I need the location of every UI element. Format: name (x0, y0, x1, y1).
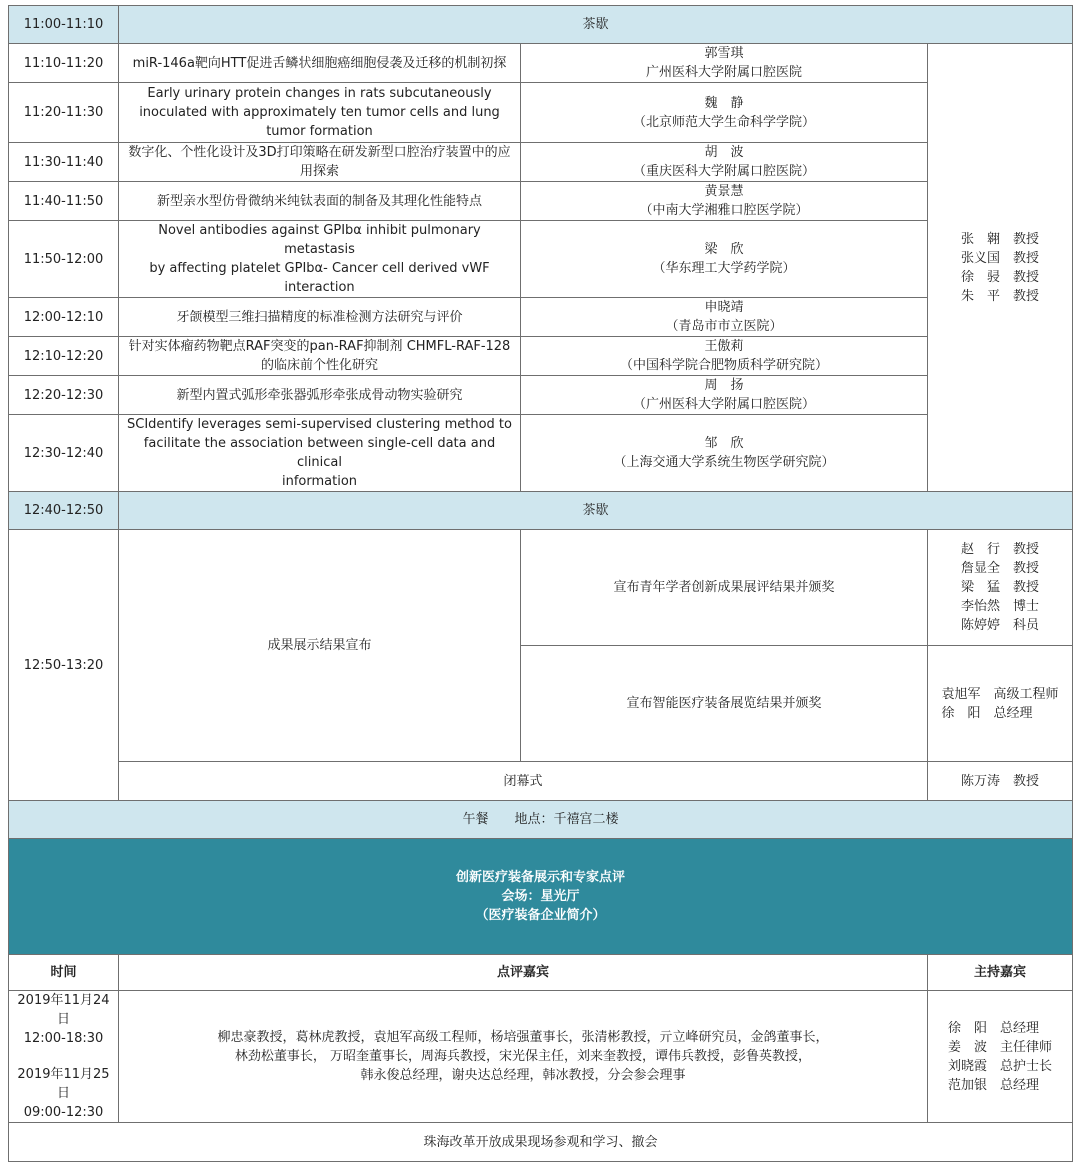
talk-row (9, 143, 1073, 182)
speaker-name: 申晓靖 (704, 300, 744, 315)
session-banner-row (9, 839, 1073, 955)
speaker-name: 邹 欣 (704, 436, 744, 451)
host-name: 范加银 总经理 (948, 1077, 1040, 1093)
footer-label: 珠海改革开放成果现场参观和学习、撤会 (9, 1123, 1073, 1162)
tea-break-label: 茶歇 (119, 492, 1073, 530)
chairs-cell (928, 44, 1073, 492)
speaker-name: 王傲莉 (704, 339, 744, 354)
speaker-org: （中南大学湘雅口腔医学院） (639, 203, 809, 218)
speaker-name: 胡 波 (704, 145, 744, 160)
speaker-org: （中国科学院合肥物质科学研究院） (619, 358, 828, 373)
speaker-cell (521, 221, 928, 298)
host-name: 袁旭军 高级工程师 (941, 686, 1059, 702)
lunch-row (9, 801, 1073, 839)
speaker-name: 梁 欣 (704, 242, 744, 257)
speaker-cell (521, 337, 928, 376)
talk-row (9, 376, 1073, 415)
chair-name: 张义国 教授 (961, 250, 1040, 266)
speaker-org: （青岛市市立医院） (665, 319, 783, 334)
talk-row (9, 298, 1073, 337)
talk-title: 牙颌模型三维扫描精度的标准检测方法研究与评价 (119, 298, 521, 337)
time-cell: 11:00-11:10 (9, 6, 119, 44)
talk-title: Early urinary protein changes in rats subcutaneously inoculated with approximately ten tumor cells and lung tumor formation (119, 83, 521, 143)
time-cell: 12:10-12:20 (9, 337, 119, 376)
awards-label: 成果展示结果宣布 (119, 530, 521, 762)
talk-title: 新型亲水型仿骨微纳米纯钛表面的制备及其理化性能特点 (119, 182, 521, 221)
closing-label: 闭幕式 (119, 762, 928, 801)
talk-row (9, 221, 1073, 298)
session-title: 创新医疗装备展示和专家点评 (456, 870, 626, 885)
host-name: 陈婷婷 科员 (961, 618, 1040, 633)
header-time: 时间 (9, 955, 119, 991)
expo-hosts (928, 991, 1073, 1123)
talk-title: Novel antibodies against GPIbα inhibit pulmonary metastasis by affecting platelet GPIbα- Cancer cell derived vWF interaction (119, 221, 521, 298)
time-cell: 11:30-11:40 (9, 143, 119, 182)
award-item-label: 宣布智能医疗装备展览结果并颁奖 (521, 646, 928, 762)
speaker-cell (521, 182, 928, 221)
chair-name: 朱 平 教授 (961, 288, 1040, 304)
speaker-name: 黄景慧 (704, 184, 744, 199)
talk-row (9, 83, 1073, 143)
award-row (9, 530, 1073, 646)
time-cell: 11:50-12:00 (9, 221, 119, 298)
closing-host: 陈万涛 教授 (928, 762, 1073, 801)
speaker-cell (521, 143, 928, 182)
time-cell: 12:00-12:10 (9, 298, 119, 337)
talk-title: SCIdentify leverages semi-supervised clustering method to facilitate the association between single-cell data and clinical information (119, 415, 521, 492)
talk-row (9, 337, 1073, 376)
expo-header-row (9, 955, 1073, 991)
host-name: 李怡然 博士 (961, 599, 1040, 614)
host-name: 徐 阳 总经理 (948, 1020, 1040, 1036)
speaker-org: （上海交通大学系统生物医学研究院） (613, 455, 835, 470)
award-hosts-cell (928, 530, 1073, 646)
speaker-cell (521, 83, 928, 143)
session-subtitle: （医疗装备企业简介） (475, 908, 606, 923)
talk-title: 数字化、个性化设计及3D打印策略在研发新型口腔治疗装置中的应 用探索 (119, 143, 521, 182)
tea-break-label: 茶歇 (119, 6, 1073, 44)
chair-name: 徐 骎 教授 (961, 269, 1040, 285)
footer-row (9, 1123, 1073, 1162)
time-cell: 12:40-12:50 (9, 492, 119, 530)
host-name: 詹显全 教授 (961, 561, 1040, 576)
award-hosts-cell (928, 646, 1073, 762)
speaker-name: 郭雪琪 (704, 46, 744, 61)
speaker-cell (521, 44, 928, 83)
talk-row (9, 182, 1073, 221)
tea-break-row (9, 492, 1073, 530)
time-cell: 11:20-11:30 (9, 83, 119, 143)
award-item-label: 宣布青年学者创新成果展评结果并颁奖 (521, 530, 928, 646)
time-cell: 12:20-12:30 (9, 376, 119, 415)
speaker-name: 魏 静 (704, 95, 744, 111)
header-reviewers: 点评嘉宾 (119, 955, 928, 991)
host-name: 徐 阳 总经理 (941, 705, 1033, 721)
speaker-org: 广州医科大学附属口腔医院 (645, 65, 802, 80)
header-hosts: 主持嘉宾 (928, 955, 1073, 991)
time-cell: 12:30-12:40 (9, 415, 119, 492)
host-name: 姜 波 主任律师 (948, 1039, 1053, 1055)
speaker-org: （华东理工大学药学院） (652, 261, 796, 276)
tea-break-row (9, 6, 1073, 44)
expo-reviewers: 柳忠豪教授，葛林虎教授，袁旭军高级工程师，杨培强董事长，张清彬教授，亓立峰研究员，金鸽董事长， 林劲松董事长， 万昭奎董事长，周海兵教授，宋光保主任，刘来奎教授，谭伟兵教授，彭鲁英教授， 韩永俊总经理，谢央达总经理，韩冰教授，分会参会理事 (119, 991, 928, 1123)
expo-dates: 2019年11月24日 12:00-18:30 2019年11月25日 09:00-12:30 (9, 991, 119, 1123)
speaker-cell (521, 376, 928, 415)
talk-row (9, 415, 1073, 492)
talk-row (9, 44, 1073, 83)
chair-name: 张 翱 教授 (961, 231, 1040, 247)
talk-title: miR-146a靶向HTT促进舌鳞状细胞癌细胞侵袭及迁移的机制初探 (119, 44, 521, 83)
speaker-name: 周 扬 (704, 378, 744, 393)
speaker-cell (521, 298, 928, 337)
host-name: 赵 行 教授 (961, 542, 1040, 557)
time-cell: 12:50-13:20 (9, 530, 119, 801)
time-cell: 11:10-11:20 (9, 44, 119, 83)
speaker-cell (521, 415, 928, 492)
expo-row (9, 991, 1073, 1123)
session-venue: 会场：星光厅 (501, 889, 580, 904)
talk-title: 针对实体瘤药物靶点RAF突变的pan-RAF抑制剂 CHMFL-RAF-128 的临床前个性化研究 (119, 337, 521, 376)
host-name: 刘晓霞 总护士长 (948, 1058, 1053, 1074)
lunch-label: 午餐 地点：千禧宫二楼 (9, 801, 1073, 839)
speaker-org: （广州医科大学附属口腔医院） (632, 397, 815, 412)
session-banner (9, 839, 1073, 955)
speaker-org: （重庆医科大学附属口腔医院） (632, 164, 815, 179)
schedule-table (8, 5, 1073, 1162)
time-cell: 11:40-11:50 (9, 182, 119, 221)
host-name: 梁 猛 教授 (961, 580, 1040, 595)
speaker-org: （北京师范大学生命科学学院） (632, 114, 815, 130)
talk-title: 新型内置式弧形牵张器弧形牵张成骨动物实验研究 (119, 376, 521, 415)
closing-row (9, 762, 1073, 801)
